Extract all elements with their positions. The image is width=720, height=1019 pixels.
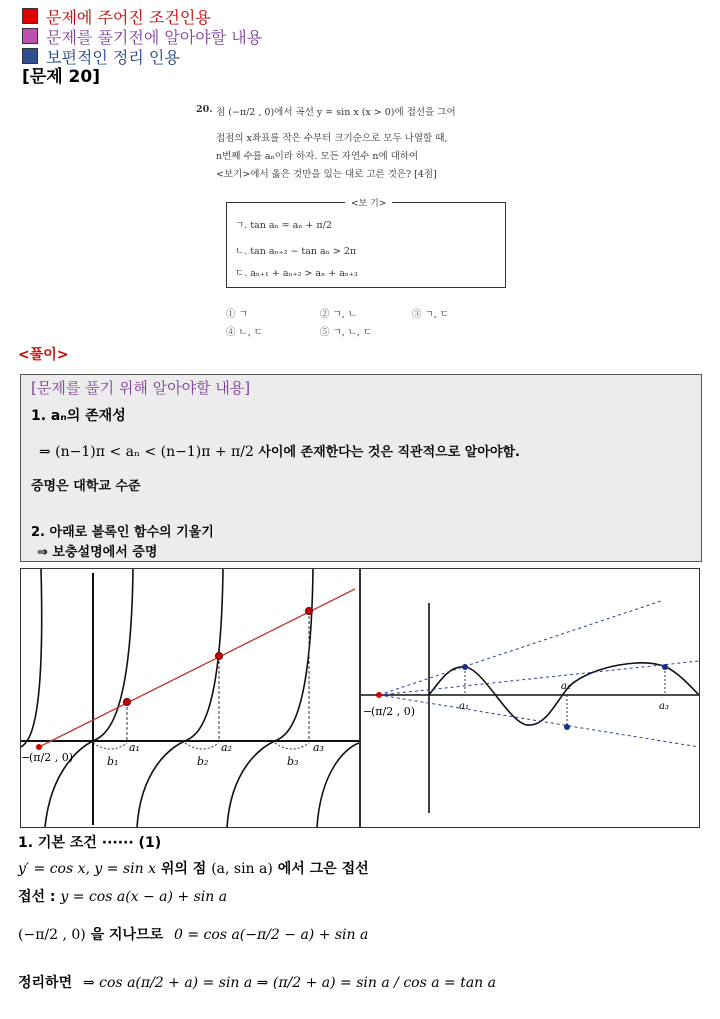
sine-graph-svg bbox=[361, 569, 699, 827]
a-label: a₂ bbox=[221, 741, 232, 754]
tangent-line-dashed bbox=[379, 601, 661, 695]
a-label: a₃ bbox=[313, 741, 324, 754]
tangent-point bbox=[124, 699, 131, 706]
knowledge-item1-formula: ⇒ (n−1)π < aₙ < (n−1)π + π/2 bbox=[39, 444, 254, 460]
problem-statement bbox=[196, 100, 526, 340]
knowledge-item1-title: 1. aₙ의 존재성 bbox=[31, 408, 126, 424]
bogi-item: ㄱ. tan aₙ = aₙ + π/2 bbox=[235, 220, 332, 231]
purple-square-icon bbox=[22, 28, 38, 44]
tangent-graph-left bbox=[20, 568, 360, 828]
bogi-box bbox=[226, 199, 506, 288]
a-label: a₃ bbox=[659, 701, 669, 712]
knowledge-item2-title: 2. 아래로 볼록인 함수의 기울기 bbox=[31, 525, 214, 540]
tan-branch bbox=[227, 569, 313, 827]
solution-label: <풀이> bbox=[18, 347, 69, 363]
knowledge-heading: [문제를 풀기 위해 알아야할 내용] bbox=[31, 379, 251, 397]
red-square-icon bbox=[22, 8, 38, 24]
b-label: b₁ bbox=[107, 755, 119, 768]
choice: ④ ㄴ, ㄷ bbox=[226, 327, 263, 338]
start-point bbox=[376, 692, 382, 698]
b-arc bbox=[275, 743, 309, 749]
knowledge-item1-text: 사이에 존재한다는 것은 직관적으로 알아야함. bbox=[258, 445, 520, 460]
tangent-line-dashed bbox=[379, 695, 699, 747]
problem-number: 20. bbox=[196, 104, 213, 115]
tangent-line-dashed bbox=[379, 661, 699, 695]
legend-item-condition bbox=[22, 6, 262, 26]
basic-text: 을 지나므로 bbox=[90, 927, 164, 943]
a-label: a₁ bbox=[459, 701, 469, 712]
basic-title: 1. 기본 조건 ······ (1) bbox=[18, 835, 162, 851]
tangent-point bbox=[564, 724, 570, 730]
legend-label: 보편적인 정리 인용 bbox=[46, 47, 180, 67]
tan-branch bbox=[317, 743, 359, 827]
point-label-sign: − bbox=[363, 705, 373, 718]
tangent-point bbox=[662, 664, 668, 670]
sine-graph-right bbox=[360, 568, 700, 828]
math-expression: y = cos a(x − a) + sin a bbox=[60, 889, 228, 905]
bogi-item: ㄴ. tan aₙ₊₂ − tan aₙ > 2π bbox=[235, 246, 357, 257]
legend-label: 문제를 풀기전에 알아야할 내용 bbox=[46, 27, 263, 47]
b-arc bbox=[93, 743, 127, 749]
tangent-point bbox=[216, 653, 223, 660]
b-label: b₂ bbox=[197, 755, 209, 768]
basic-line1 bbox=[18, 858, 369, 878]
basic-line3 bbox=[18, 924, 368, 944]
choice: ③ ㄱ, ㄷ bbox=[412, 309, 449, 320]
knowledge-item2-text: ⇒ 보충설명에서 증명 bbox=[37, 545, 158, 560]
math-expression: ⇒ cos a(π/2 + a) = sin a ⇒ (π/2 + a) = sin a / cos a = tan a bbox=[82, 975, 496, 991]
math-expression: y′ = cos x, y = sin x bbox=[18, 861, 156, 877]
start-point bbox=[36, 744, 42, 750]
choice: ① ㄱ bbox=[226, 309, 248, 320]
knowledge-box bbox=[20, 374, 702, 562]
problem-title: [문제 20] bbox=[22, 67, 100, 87]
tangent-point bbox=[306, 608, 313, 615]
point-label: (π/2 , 0) bbox=[29, 751, 74, 764]
legend bbox=[22, 6, 262, 66]
legend-label: 문제에 주어진 조건인용 bbox=[46, 7, 211, 27]
basic-text: 위의 점 bbox=[160, 861, 207, 877]
basic-line4 bbox=[18, 972, 496, 992]
a-label: a₁ bbox=[129, 741, 140, 754]
tan-branch bbox=[137, 569, 223, 827]
b-arc bbox=[185, 743, 219, 749]
tan-graph-svg bbox=[21, 569, 359, 827]
legend-item-prerequisite bbox=[22, 26, 262, 46]
math-expression: 0 = cos a(−π/2 − a) + sin a bbox=[174, 927, 369, 943]
tan-branch bbox=[21, 569, 42, 747]
knowledge-item1-note: 증명은 대학교 수준 bbox=[31, 479, 141, 494]
bogi-caption: <보 기> bbox=[345, 196, 392, 209]
basic-line2 bbox=[18, 886, 227, 906]
sine-curve bbox=[429, 663, 699, 725]
tangent-point bbox=[462, 664, 468, 670]
choice: ② ㄱ, ㄴ bbox=[320, 309, 357, 320]
basic-label: 접선 : bbox=[18, 889, 56, 905]
a-label: a₂ bbox=[561, 681, 571, 692]
choice: ⑤ ㄱ, ㄴ, ㄷ bbox=[320, 327, 373, 338]
problem-line: 접점의 x좌표를 작은 수부터 크기순으로 모두 나열할 때, bbox=[216, 133, 448, 144]
b-label: b₃ bbox=[287, 755, 299, 768]
bogi-item: ㄷ. aₙ₊₁ + aₙ₊₂ > aₙ + aₙ₊₃ bbox=[235, 268, 358, 279]
problem-line: 점 (−π/2 , 0)에서 곡선 y = sin x (x > 0)에 접선을 그어 bbox=[216, 107, 456, 118]
point-label-sign: − bbox=[21, 751, 31, 764]
basic-label: 정리하면 bbox=[18, 975, 73, 991]
point-label: (π/2 , 0) bbox=[371, 705, 416, 718]
basic-text: 에서 그은 접선 bbox=[277, 861, 369, 877]
problem-line: <보기>에서 옳은 것만을 있는 대로 고른 것은? [4점] bbox=[216, 169, 437, 180]
tan-branch bbox=[45, 569, 133, 827]
problem-line: n번째 수를 aₙ이라 하자. 모든 자연수 n에 대하여 bbox=[216, 151, 419, 162]
math-expression: (a, sin a) bbox=[211, 861, 273, 877]
math-expression: (−π/2 , 0) bbox=[18, 927, 86, 943]
